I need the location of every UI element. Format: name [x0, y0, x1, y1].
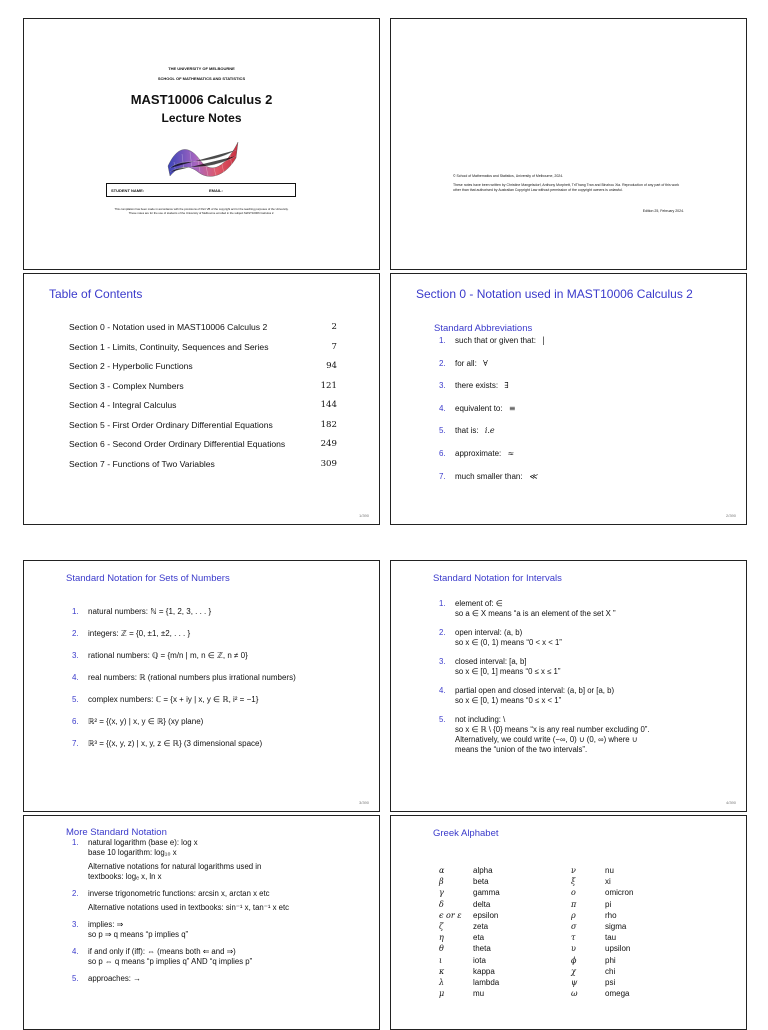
toc-entry-page: 144	[320, 400, 337, 410]
item-line: so x ∈ (0, 1) means “0 < x < 1”	[455, 638, 562, 647]
item-number: 4.	[72, 947, 79, 956]
greek-slide	[390, 815, 747, 1030]
university-name: THE UNIVERSITY OF MELBOURNE	[168, 66, 235, 71]
list-item	[439, 715, 739, 755]
greek-letter-row	[571, 943, 633, 954]
greek-symbol: ξ	[571, 877, 576, 887]
greek-symbol: ϕ	[571, 955, 577, 965]
email-label: EMAIL:	[209, 188, 223, 193]
list-item	[72, 717, 296, 739]
greek-symbol: η	[439, 933, 444, 943]
item-number: 3.	[72, 920, 79, 929]
disclaimer-line-1: This compilation has been made in accordance with the provisions of Part VB of the copyright act for the teaching purposes of the University.	[114, 207, 289, 211]
item-number: 5.	[439, 426, 446, 436]
greek-name: omega	[605, 989, 630, 999]
greek-symbol: δ	[439, 899, 444, 909]
toc-entry[interactable]	[69, 361, 337, 381]
item-number: 7.	[72, 739, 79, 748]
item-number: 3.	[439, 381, 446, 391]
greek-symbol: υ	[571, 944, 576, 954]
toc-entry-page: 182	[320, 419, 337, 430]
item-line: inverse trigonometric functions: arcsin x, arctan x etc	[88, 889, 270, 898]
list-item	[72, 838, 372, 882]
item-number: 3.	[439, 657, 446, 666]
intervals-slide	[390, 560, 747, 812]
greek-symbol: α	[439, 866, 445, 875]
item-line: base 10 logarithm: log₁₀ x	[88, 848, 177, 857]
toc-entry[interactable]	[69, 400, 337, 420]
toc-entry[interactable]	[69, 381, 337, 401]
toc-title: Table of Contents	[49, 287, 143, 301]
item-number: 2.	[439, 628, 446, 637]
greek-name: kappa	[473, 966, 495, 976]
greek-letter-row	[439, 910, 500, 921]
toc-entry-label: Section 1 - Limits, Continuity, Sequences and Series	[69, 341, 269, 352]
list-item	[72, 947, 372, 967]
page-number: 1/390	[358, 513, 369, 518]
list-item	[72, 889, 372, 913]
list-item	[72, 695, 296, 717]
greek-letter-row	[439, 988, 500, 999]
greek-letter-row	[571, 910, 633, 921]
copyright-notice: © School of Mathematics and Statistics, University of Melbourne, 2024.	[453, 174, 564, 178]
toc-entry[interactable]	[69, 459, 337, 479]
greek-name: rho	[605, 910, 617, 920]
greek-symbol: τ	[571, 933, 576, 943]
item-text: such that or given that:	[455, 336, 536, 345]
more-notation-slide	[23, 815, 380, 1030]
greek-letter-row	[439, 966, 500, 977]
list-item	[72, 651, 296, 673]
list-item	[439, 657, 739, 677]
toc-entry-page: 249	[320, 439, 337, 449]
intervals-list	[439, 599, 739, 764]
item-number: 5.	[439, 715, 446, 724]
item-line: so a ∈ X means “a is an element of the set X ”	[455, 609, 616, 618]
item-symbol: ∀	[483, 358, 488, 368]
greek-name: zeta	[473, 922, 489, 932]
item-text: real numbers: ℝ (rational numbers plus irrational numbers)	[88, 673, 296, 682]
greek-letter-row	[439, 932, 500, 943]
toc-entry[interactable]	[69, 420, 337, 440]
item-number: 2.	[72, 889, 79, 898]
student-name-label: STUDENT NAME:	[111, 188, 145, 193]
greek-letter-row	[571, 977, 633, 988]
greek-name: chi	[605, 966, 616, 976]
list-item	[439, 686, 739, 706]
greek-symbol: λ	[439, 978, 445, 988]
greek-letter-row	[571, 955, 633, 966]
item-text: natural numbers: ℕ = {1, 2, 3, . . . }	[88, 607, 212, 616]
edition-notice: Edition 25, February 2024.	[642, 209, 684, 213]
lecture-notes-subtitle: Lecture Notes	[161, 111, 242, 125]
surface-plot-logo	[164, 136, 242, 180]
list-item	[439, 404, 545, 427]
toc-entry-label: Section 4 - Integral Calculus	[69, 400, 177, 410]
page-number: 4/390	[725, 800, 736, 805]
greek-name: sigma	[605, 922, 627, 932]
list-item	[439, 599, 739, 619]
more-notation-list	[72, 838, 372, 991]
item-line: open interval: (a, b)	[455, 628, 523, 637]
item-text: that is:	[455, 426, 479, 436]
item-symbol: ≡	[508, 403, 516, 413]
greek-letter-row	[571, 921, 633, 932]
item-line: Alternatively, we could write (−∞, 0) ∪ (0, ∞) where ∪	[455, 735, 638, 744]
toc-entry-label: Section 2 - Hyperbolic Functions	[69, 361, 193, 371]
greek-name: psi	[605, 978, 616, 988]
item-text: complex numbers: ℂ = {x + iy | x, y ∈ ℝ, i² = −1}	[88, 695, 259, 704]
greek-name: pi	[605, 899, 612, 909]
school-name: SCHOOL OF MATHEMATICS AND STATISTICS	[157, 76, 246, 81]
item-number: 4.	[439, 403, 446, 413]
greek-letter-row	[571, 966, 633, 977]
item-line: natural logarithm (base e): log x	[88, 838, 198, 847]
item-symbol: ≈	[507, 448, 515, 458]
greek-symbol: ζ	[439, 922, 444, 932]
toc-entry-page: 121	[320, 380, 337, 391]
abbreviations-heading: Standard Abbreviations	[434, 323, 533, 334]
item-text: ℝ² = {(x, y) | x, y ∈ ℝ} (xy plane)	[88, 717, 204, 726]
greek-name: lambda	[473, 978, 500, 988]
greek-letter-row	[571, 876, 633, 887]
student-info-box	[106, 183, 296, 197]
greek-name: xi	[605, 877, 611, 887]
section0-title: Section 0 - Notation used in MAST10006 Calculus 2	[416, 287, 693, 301]
toc-entry-page: 2	[331, 322, 337, 332]
item-number: 1.	[72, 838, 79, 847]
toc-list	[69, 322, 337, 478]
item-text: integers: ℤ = {0, ±1, ±2, . . . }	[88, 629, 191, 638]
sets-list	[72, 607, 296, 761]
item-symbol: ∃	[504, 381, 509, 391]
title-slide	[23, 18, 380, 270]
page-number: 3/390	[358, 800, 369, 805]
greek-symbol: κ	[439, 966, 445, 976]
greek-symbol: σ	[571, 922, 577, 932]
toc-entry-label: Section 5 - First Order Ordinary Differential Equations	[69, 419, 273, 430]
toc-entry-label: Section 0 - Notation used in MAST10006 Calculus 2	[69, 322, 268, 332]
item-line: so p ⇒ q means “p implies q”	[88, 930, 189, 939]
greek-symbol: χ	[571, 966, 576, 976]
greek-name: mu	[473, 989, 485, 999]
item-symbol: ≪	[528, 471, 538, 481]
greek-name: alpha	[473, 866, 493, 875]
item-line: Alternative notations for natural logarithms used in	[88, 862, 262, 871]
section0-slide	[390, 273, 747, 525]
list-item	[72, 673, 296, 695]
list-item	[439, 628, 739, 648]
toc-entry-label: Section 6 - Second Order Ordinary Differential Equations	[69, 439, 286, 449]
item-line: element of: ∈	[455, 599, 503, 608]
item-line: Alternative notations used in textbooks: sin⁻¹ x, tan⁻¹ x etc	[88, 903, 290, 912]
greek-symbol: ν	[571, 866, 576, 875]
item-text: approximate:	[455, 448, 502, 458]
greek-right-column	[571, 865, 633, 999]
greek-symbol: ι	[439, 955, 443, 965]
item-line: partial open and closed interval: (a, b] or [a, b)	[455, 686, 615, 695]
greek-title: Greek Alphabet	[433, 828, 499, 839]
list-item	[439, 426, 545, 449]
item-line: not including: \	[455, 715, 506, 724]
list-item	[72, 607, 296, 629]
greek-letter-row	[439, 955, 500, 966]
list-item	[72, 974, 372, 984]
item-text: there exists:	[455, 381, 499, 391]
list-item	[72, 629, 296, 651]
greek-letter-row	[439, 921, 500, 932]
greek-name: tau	[605, 933, 617, 943]
greek-name: upsilon	[605, 944, 631, 954]
item-text: for all:	[455, 358, 477, 368]
sets-title: Standard Notation for Sets of Numbers	[66, 573, 230, 584]
item-number: 4.	[72, 673, 79, 682]
item-line: so x ∈ [0, 1) means “0 ≤ x < 1”	[455, 696, 562, 705]
greek-name: delta	[473, 899, 491, 909]
greek-letter-row	[439, 899, 500, 910]
item-number: 5.	[72, 974, 79, 983]
item-text: rational numbers: ℚ = {m/n | m, n ∈ ℤ, n ≠ 0}	[88, 651, 248, 660]
item-line: if and only if (iff): ⇔ (means both ⇐ and ⇒)	[88, 947, 236, 956]
greek-symbol: ρ	[571, 910, 576, 920]
greek-name: gamma	[473, 888, 500, 898]
item-symbol: i.e	[484, 426, 495, 436]
item-number: 6.	[439, 448, 446, 458]
item-line: textbooks: logₑ x, ln x	[88, 872, 162, 881]
item-text: equivalent to:	[455, 403, 503, 413]
item-text: much smaller than:	[455, 471, 523, 481]
toc-entry-page: 94	[326, 361, 337, 371]
greek-symbol: ω	[571, 989, 578, 999]
greek-symbol: θ	[439, 944, 444, 954]
item-number: 1.	[72, 607, 79, 616]
disclaimer-line-2: These notes are for the use of students of the University of Melbourne enrolled in the subject MAST10006 Calculus 2.	[128, 211, 275, 215]
authors-notice: These notes have been written by Christine Mangelsdorf, Anthony Morphett, TriThang Tran and Binzhou Xia. Reproduction of any part of this work other than that authorised by Australian Copyright Law without permission of the copyright owners is unlawful.	[453, 183, 680, 192]
greek-symbol: π	[571, 899, 577, 909]
item-number: 5.	[72, 695, 79, 704]
greek-letter-row	[439, 887, 500, 898]
item-line: closed interval: [a, b]	[455, 657, 527, 666]
toc-entry-label: Section 3 - Complex Numbers	[69, 380, 184, 391]
toc-entry[interactable]	[69, 439, 337, 459]
greek-symbol: μ	[439, 989, 445, 999]
greek-letter-row	[571, 899, 633, 910]
greek-letter-row	[571, 932, 633, 943]
greek-letter-row	[571, 887, 633, 898]
toc-entry-page: 7	[331, 341, 337, 352]
list-item	[439, 449, 545, 472]
item-text: ℝ³ = {(x, y, z) | x, y, z ∈ ℝ} (3 dimensional space)	[88, 739, 263, 748]
item-number: 7.	[439, 471, 446, 481]
greek-letter-row	[439, 977, 500, 988]
item-number: 2.	[72, 629, 79, 638]
greek-letter-row	[439, 865, 500, 876]
list-item	[439, 381, 545, 404]
list-item	[439, 359, 545, 382]
greek-symbol: ϵ or ε	[439, 910, 462, 920]
toc-entry-page: 309	[320, 458, 337, 469]
list-item	[72, 739, 296, 761]
item-line: means the “union of the two intervals”.	[455, 745, 588, 754]
greek-name: theta	[473, 944, 491, 954]
greek-symbol: o	[571, 888, 576, 898]
toc-slide	[23, 273, 380, 525]
item-line: so p ⇔ q means “p implies q” AND “q implies p”	[88, 957, 253, 966]
item-number: 6.	[72, 717, 79, 726]
item-number: 2.	[439, 358, 446, 368]
abbreviations-list	[439, 336, 545, 494]
item-number: 1.	[439, 599, 446, 608]
toc-entry[interactable]	[69, 322, 337, 342]
greek-name: omicron	[605, 888, 634, 898]
greek-letter-row	[439, 876, 500, 887]
item-number: 3.	[72, 651, 79, 660]
page-number: 2/390	[725, 513, 736, 518]
greek-name: epsilon	[473, 910, 499, 920]
item-number: 4.	[439, 686, 446, 695]
list-item	[439, 472, 545, 495]
toc-entry[interactable]	[69, 342, 337, 362]
greek-name: beta	[473, 877, 489, 887]
item-symbol: |	[542, 336, 545, 345]
greek-letter-row	[439, 943, 500, 954]
item-line: so x ∈ ℝ \ {0} means “x is any real number excluding 0”.	[455, 725, 650, 734]
greek-letter-row	[571, 865, 633, 876]
greek-symbol: ψ	[571, 978, 578, 988]
sets-slide	[23, 560, 380, 812]
greek-letter-row	[571, 988, 633, 999]
list-item	[439, 336, 545, 359]
course-title: MAST10006 Calculus 2	[130, 92, 273, 107]
greek-name: phi	[605, 955, 616, 965]
greek-left-column	[439, 865, 500, 999]
item-line: so x ∈ [0, 1] means “0 ≤ x ≤ 1”	[455, 667, 561, 676]
intervals-title: Standard Notation for Intervals	[433, 573, 562, 584]
greek-name: iota	[473, 955, 486, 965]
more-title: More Standard Notation	[66, 827, 167, 838]
item-number: 1.	[439, 336, 446, 345]
item-line: implies: ⇒	[88, 920, 124, 929]
item-line: approaches: →	[88, 974, 141, 983]
toc-entry-label: Section 7 - Functions of Two Variables	[69, 458, 215, 469]
greek-symbol: γ	[439, 888, 444, 898]
greek-symbol: β	[439, 877, 444, 887]
list-item	[72, 920, 372, 940]
copyright-slide	[390, 18, 747, 270]
greek-name: eta	[473, 933, 485, 943]
greek-name: nu	[605, 866, 614, 875]
